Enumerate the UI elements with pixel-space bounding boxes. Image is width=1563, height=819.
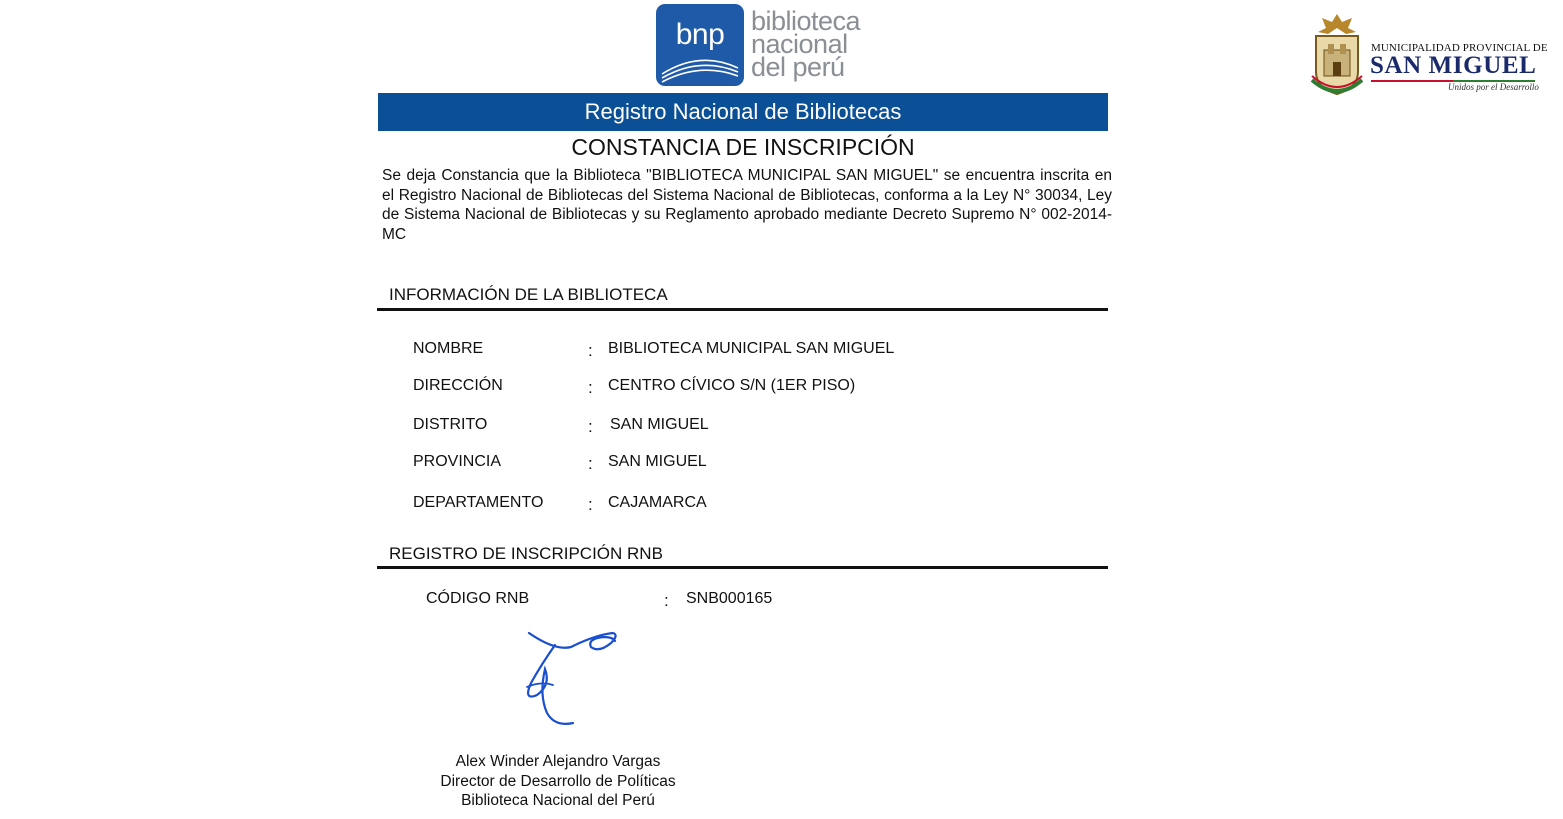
registry-section-title: REGISTRO DE INSCRIPCIÓN RNB xyxy=(389,544,663,563)
field-separator: : xyxy=(588,378,593,397)
book-pages-icon xyxy=(656,48,744,86)
field-value-provincia: SAN MIGUEL xyxy=(608,453,707,470)
field-label-direccion: DIRECCIÓN xyxy=(413,377,503,394)
section-divider xyxy=(377,308,1108,311)
signatory-institution: Biblioteca Nacional del Perú xyxy=(461,792,655,809)
field-label-distrito: DISTRITO xyxy=(413,416,488,433)
field-value-nombre: BIBLIOTECA MUNICIPAL SAN MIGUEL xyxy=(608,340,895,357)
field-separator: : xyxy=(588,341,593,360)
bnp-wordmark-line: nacional xyxy=(751,29,848,59)
bnp-logo-text: bnp xyxy=(675,18,725,51)
bnp-wordmark-line: biblioteca xyxy=(751,6,861,36)
field-value-distrito: SAN MIGUEL xyxy=(610,416,709,433)
municipal-name-small: MUNICIPALIDAD PROVINCIAL DE xyxy=(1371,42,1548,54)
field-separator: : xyxy=(664,591,669,610)
bnp-logo-badge xyxy=(656,4,744,86)
field-value-direccion: CENTRO CÍVICO S/N (1ER PISO) xyxy=(608,377,856,394)
bnp-wordmark xyxy=(751,6,861,82)
section-divider xyxy=(377,566,1108,569)
document-title: CONSTANCIA DE INSCRIPCIÓN xyxy=(571,134,915,160)
field-label-nombre: NOMBRE xyxy=(413,340,484,357)
field-value-departamento: CAJAMARCA xyxy=(608,494,707,511)
bnp-wordmark-line: del perú xyxy=(751,52,845,82)
field-separator: : xyxy=(588,417,593,436)
municipal-motto: Unidos por el Desarrollo xyxy=(1448,82,1539,92)
signatory-block xyxy=(378,752,738,811)
signatory-name: Alex Winder Alejandro Vargas xyxy=(455,753,661,770)
municipal-name-large: SAN MIGUEL xyxy=(1370,52,1537,79)
registry-header-band: Registro Nacional de Bibliotecas xyxy=(378,93,1108,131)
rnb-code-label: CÓDIGO RNB xyxy=(426,590,530,607)
field-separator: : xyxy=(588,495,593,514)
field-label-provincia: PROVINCIA xyxy=(413,453,502,470)
municipal-crest-icon xyxy=(1306,10,1368,102)
library-section-title: INFORMACIÓN DE LA BIBLIOTECA xyxy=(389,285,668,304)
rnb-code-value: SNB000165 xyxy=(686,590,773,607)
field-separator: : xyxy=(588,454,593,473)
handwritten-signature xyxy=(515,625,630,730)
field-label-departamento: DEPARTAMENTO xyxy=(413,494,544,511)
signatory-position: Director de Desarrollo de Políticas xyxy=(440,772,676,790)
intro-paragraph: Se deja Constancia que la Biblioteca "BIBLIOTECA MUNICIPAL SAN MIGUEL" se encuentra inscrita en el Registro Nacional de Bibliotecas del Sistema Nacional de Bibliotecas, conforma a la Ley N° 30034, Ley de Sistema Nacional de Bibliotecas y su Reglamento aprobado mediante Decreto Supremo N° 002-2014-MC xyxy=(382,167,1112,243)
